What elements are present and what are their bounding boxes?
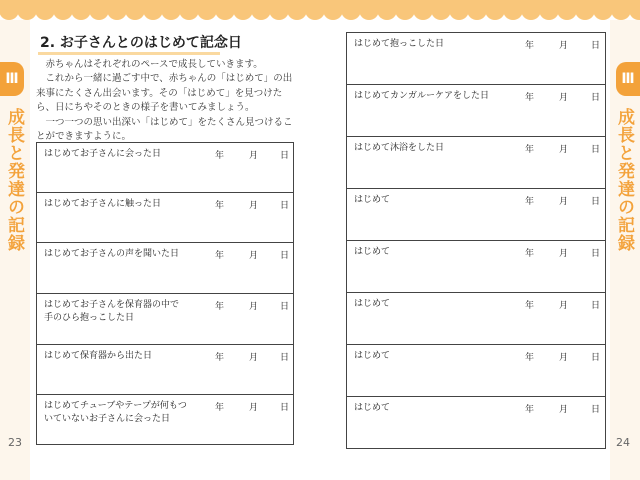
milestone-label: はじめて — [354, 247, 391, 257]
milestone-label: はじめて抱っこした日 — [354, 39, 445, 49]
year-label: 年 — [525, 249, 535, 259]
day-label: 日 — [280, 403, 290, 413]
year-label: 年 — [525, 41, 535, 51]
month-label: 月 — [559, 301, 569, 311]
day-label: 日 — [591, 197, 601, 207]
month-label: 月 — [249, 403, 259, 413]
month-label: 月 — [559, 353, 569, 363]
year-label: 年 — [215, 151, 225, 161]
milestone-label: はじめてお子さんに会った日 — [44, 149, 162, 159]
day-label: 日 — [280, 201, 290, 211]
milestone-row[interactable] — [347, 292, 605, 344]
milestone-row[interactable] — [37, 192, 293, 242]
milestone-label: はじめて — [354, 351, 391, 361]
milestone-row[interactable] — [347, 32, 605, 84]
milestone-label: はじめてお子さんに触った日 — [44, 199, 162, 209]
month-label: 月 — [249, 353, 259, 363]
year-label: 年 — [525, 301, 535, 311]
page-number-left: 23 — [8, 436, 22, 449]
chapter-badge-left: Ⅲ — [0, 62, 24, 96]
milestone-table-left — [36, 142, 294, 445]
milestone-row[interactable] — [347, 344, 605, 396]
intro-text — [36, 58, 298, 144]
milestone-label: はじめて — [354, 195, 391, 205]
day-label: 日 — [591, 145, 601, 155]
day-label: 日 — [591, 93, 601, 103]
day-label: 日 — [591, 405, 601, 415]
year-label: 年 — [525, 353, 535, 363]
month-label: 月 — [559, 405, 569, 415]
month-label: 月 — [249, 151, 259, 161]
year-label: 年 — [525, 197, 535, 207]
page-number-right: 24 — [616, 436, 630, 449]
day-label: 日 — [280, 151, 290, 161]
chapter-title-right: 成長と発達の記録 — [614, 108, 634, 252]
month-label: 月 — [559, 93, 569, 103]
intro-paragraph: 一つ一つの思い出深い「はじめて」をたくさん見つけることができますように。 — [36, 116, 293, 143]
day-label: 日 — [280, 251, 290, 261]
milestone-row[interactable] — [37, 293, 293, 344]
chapter-badge-right: Ⅲ — [616, 62, 640, 96]
month-label: 月 — [249, 201, 259, 211]
chapter-title-left: 成長と発達の記録 — [4, 108, 24, 252]
milestone-row[interactable] — [37, 344, 293, 394]
milestone-row[interactable] — [37, 394, 293, 444]
milestone-label: はじめてお子さんの声を聞いた日 — [44, 249, 180, 259]
intro-paragraph: 赤ちゃんはそれぞれのペースで成長していきます。 — [45, 59, 263, 70]
month-label: 月 — [559, 249, 569, 259]
year-label: 年 — [215, 403, 225, 413]
milestone-label: はじめてお子さんを保育器の中で手のひら抱っこした日 — [44, 300, 180, 323]
day-label: 日 — [280, 302, 290, 312]
day-label: 日 — [591, 41, 601, 51]
milestone-label: はじめて沐浴をした日 — [354, 143, 445, 153]
year-label: 年 — [215, 302, 225, 312]
month-label: 月 — [249, 302, 259, 312]
year-label: 年 — [215, 201, 225, 211]
year-label: 年 — [525, 145, 535, 155]
month-label: 月 — [559, 41, 569, 51]
month-label: 月 — [559, 145, 569, 155]
milestone-row[interactable] — [347, 240, 605, 292]
milestone-label: はじめて — [354, 299, 391, 309]
day-label: 日 — [591, 249, 601, 259]
day-label: 日 — [280, 353, 290, 363]
scalloped-top-border — [0, 0, 640, 22]
year-label: 年 — [215, 251, 225, 261]
milestone-row[interactable] — [347, 396, 605, 448]
intro-paragraph: これから一緒に過ごす中で、赤ちゃんの「はじめて」の出来事にたくさん出会います。その「はじめて」を見つけたら、日にちやそのときの様子を書いてみましょう。 — [36, 73, 293, 114]
milestone-label: はじめて — [354, 403, 391, 413]
milestone-row[interactable] — [347, 136, 605, 188]
milestone-row[interactable] — [37, 242, 293, 293]
heading-underline — [38, 52, 220, 55]
month-label: 月 — [249, 251, 259, 261]
milestone-table-right — [346, 32, 606, 449]
page-heading: 2. お子さんとのはじめて記念日 — [40, 35, 242, 51]
year-label: 年 — [215, 353, 225, 363]
month-label: 月 — [559, 197, 569, 207]
milestone-row[interactable] — [37, 142, 293, 192]
milestone-label: はじめてカンガルーケアをした日 — [354, 91, 490, 101]
milestone-row[interactable] — [347, 188, 605, 240]
day-label: 日 — [591, 353, 601, 363]
milestone-row[interactable] — [347, 84, 605, 136]
milestone-label: はじめて保育器から出た日 — [44, 351, 153, 361]
year-label: 年 — [525, 405, 535, 415]
day-label: 日 — [591, 301, 601, 311]
year-label: 年 — [525, 93, 535, 103]
milestone-label: はじめてチューブやテープが何もついていないお子さんに会った日 — [44, 401, 187, 424]
